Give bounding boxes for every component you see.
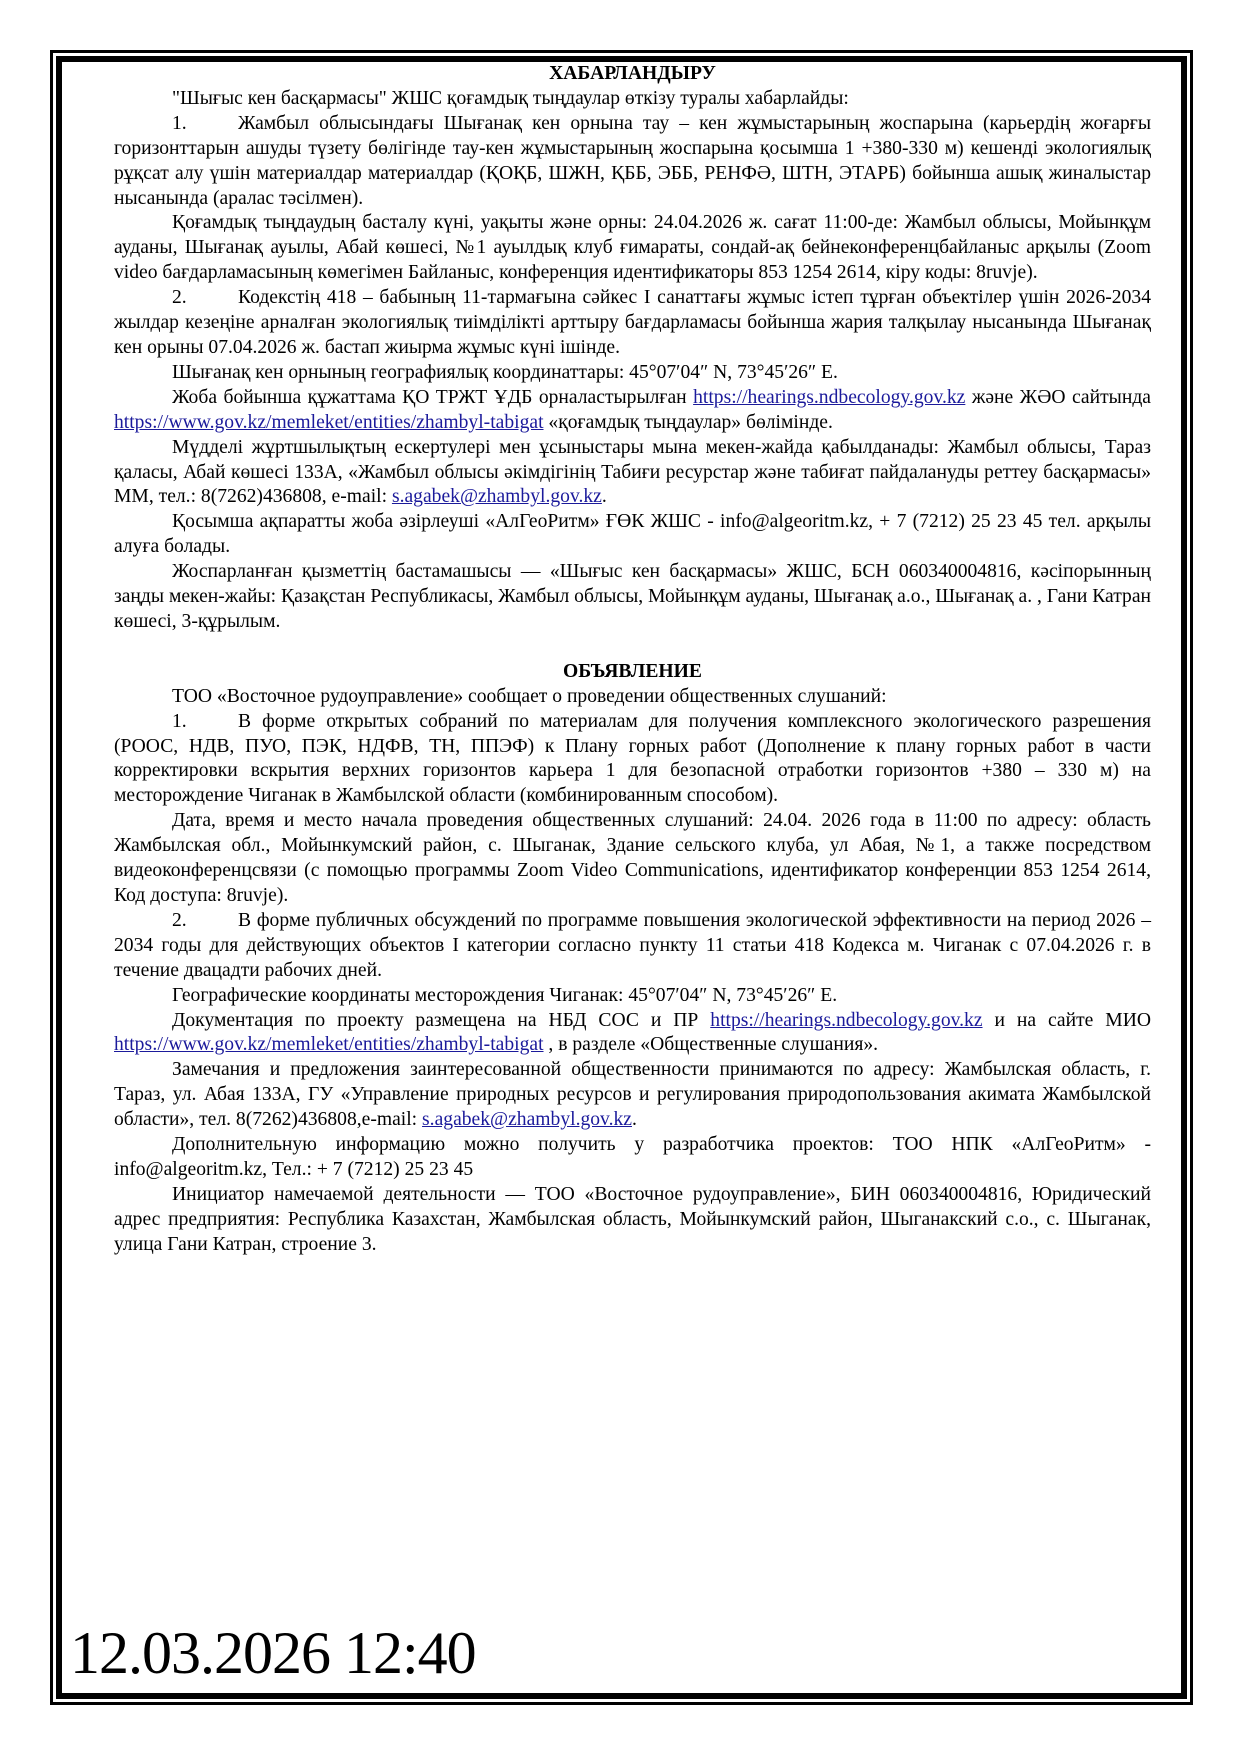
kz-item-2: [114, 286, 1151, 361]
ru-docs-middle: и на сайте МИО: [994, 1009, 1152, 1031]
kz-remarks: Мүдделі жұртшылықтың ескертулері мен ұсыныстары мына мекен-жайда қабылданады: Жамбыл облысы, Тараз қаласы, Абай көшесі 133А, «Жамбыл облысы әкімдігінің Табиғи ресурстар және табиғат пайдалануды реттеу басқармасы» ММ, тел.: 8(7262)436808, e-mail: s.agabek@zhambyl.gov.kz.: [114, 436, 1151, 508]
ru-docs-prefix: Документация по проекту размещена на НБД СОС и ПР: [172, 1009, 699, 1031]
ru-remarks: Замечания и предложения заинтересованной общественности принимаются по адресу: Жамбылская область, г. Тараз, ул. Абая 133А, ГУ «Управление природных ресурсов и регулирования природопользования акимата Жамбылской области», тел. 8(7262)436808,e-mail: s.agabek@zhambyl.gov.kz.: [114, 1059, 1151, 1131]
kz-coordinates: Шығанақ кен орнының географиялық координаттары: 45°07′04″ N, 73°45′26″ E.: [172, 361, 838, 383]
kz-docs-middle: және ЖӘО сайтында: [971, 386, 1151, 408]
ru-item-2-text: В форме публичных обсуждений по программе повышения экологической эффективности на период 2026 – 2034 годы для действующих объектов I категории согласно пункту 11 статьи 418 Кодекса м. Чиганак с 07.04.2026 г. в течение двацадти рабочих дней.: [114, 909, 1151, 981]
kz-start-info: Қоғамдық тыңдаудың басталу күні, уақыты және орны: 24.04.2026 ж. сағат 11:00-де: Жамбыл облысы, Мойынқұм ауданы, Шығанақ ауылы, Абай көшесі, №1 ауылдық клуб ғимараты, сондай-ақ бейнеконференцбайланыс арқылы (Zoom video бағдарламасының көмегімен Байланыс, конференция идентификаторы 853 1254 2614, кіру коды: 8ruvje).: [114, 212, 1151, 284]
ru-title: ОБЪЯВЛЕНИЕ: [563, 660, 702, 682]
ru-item-1-number: 1.: [172, 710, 187, 732]
ru-email-link[interactable]: s.agabek@zhambyl.gov.kz: [422, 1109, 632, 1131]
ru-additional-info: Дополнительную информацию можно получить у разработчика проектов: ТОО НПК «АлГеоРитм» - info@algeoritm.kz, Тел.: + 7 (7212) 25 23 45: [114, 1134, 1151, 1180]
ru-item-2: [114, 909, 1151, 984]
ru-remarks-text: Замечания и предложения заинтересованной общественности принимаются по адресу: Жамбылская область, г. Тараз, ул. Абая 133А, ГУ «Управление природных ресурсов и регулирования природопользования акимата Жамбылской области», тел. 8(7262)436808,e-mail:: [114, 1059, 1151, 1131]
kz-gov-link[interactable]: https://www.gov.kz/memleket/entities/zhambyl-tabigat: [114, 411, 544, 433]
section-spacer: [114, 635, 1151, 660]
kz-remarks-text: Мүдделі жұртшылықтың ескертулері мен ұсыныстары мына мекен-жайда қабылданады: Жамбыл облысы, Тараз қаласы, Абай көшесі 133А, «Жамбыл облысы әкімдігінің Табиғи ресурстар және табиғат пайдалануды реттеу басқармасы» ММ, тел.: 8(7262)436808, e-mail:: [114, 436, 1151, 508]
kz-hearings-link[interactable]: https://hearings.ndbecology.gov.kz: [693, 386, 966, 408]
ru-item-1: [114, 710, 1151, 810]
ru-item-1-text: В форме открытых собраний по материалам для получения комплексного экологического разрешения (РООС, НДВ, ПУО, ПЭК, НДФВ, ТН, ППЭФ) к Плану горных работ (Дополнение к плану горных работ в части корректировки вскрытия верхних горизонтов карьера 1 для безопасной отработки горизонтов +380 – 330 м) на месторождение Чиганак в Жамбылской области (комбинированным способом).: [114, 710, 1151, 807]
ru-intro: ТОО «Восточное рудоуправление» сообщает о проведении общественных слушаний:: [172, 685, 887, 707]
kz-item-2-number: 2.: [172, 287, 187, 309]
kz-item-2-text: Кодекстің 418 – бабының 11-тармағына сәйкес I санаттағы жұмыс істеп тұрған объектілер үшін 2026-2034 жылдар кезеңіне арналған экологиялық тиімділікті арттыру бағдарламасы бойынша жария талқылау нысанында Шығанақ кен орыны 07.04.2026 ж. бастап жиырма жұмыс күні ішінде.: [114, 287, 1151, 358]
kazakh-announcement: [114, 62, 1151, 635]
ru-gov-link[interactable]: https://www.gov.kz/memleket/entities/zhambyl-tabigat: [114, 1034, 544, 1056]
ru-documentation: [114, 1009, 1151, 1059]
kz-item-1-number: 1.: [172, 112, 187, 134]
document-body: [114, 62, 1151, 1258]
kz-docs-prefix: Жоба бойынша құжаттама ҚО ТРЖТ ҰДБ орналастырылған: [172, 386, 687, 408]
ru-coordinates: Географические координаты месторождения Чиганак: 45°07′04″ N, 73°45′26″ E.: [172, 984, 838, 1006]
russian-announcement: [114, 660, 1151, 1258]
kz-docs-suffix: «қоғамдық тыңдаулар» бөлімінде.: [548, 411, 833, 433]
kz-initiator: Жоспарланған қызметтің бастамашысы — «Шығыс кен басқармасы» ЖШС, БСН 060340004816, кәсіпорынның заңды мекен-жайы: Қазақстан Республикасы, Жамбыл облысы, Мойынқұм ауданы, Шығанақ а.о., Шығанақ а. , Гани Катран көшесі, 3-құрылым.: [114, 561, 1151, 632]
ru-start-info: Дата, время и место начала проведения общественных слушаний: 24.04. 2026 года в 11:00 по адресу: область Жамбылская обл., Мойынкумский район, с. Шыганак, Здание сельского клуба, ул Абая, №1, а также посредством видеоконференцсвязи (с помощью программы Zoom Video Communications, идентификатор конференции 853 1254 2614, Код доступа: 8ruvje).: [114, 810, 1151, 906]
ru-hearings-link[interactable]: https://hearings.ndbecology.gov.kz: [710, 1009, 983, 1031]
ru-docs-suffix: , в разделе «Общественные слушания».: [548, 1034, 879, 1056]
kz-email-link[interactable]: s.agabek@zhambyl.gov.kz: [391, 486, 602, 508]
kz-item-1: [114, 112, 1151, 212]
kz-item-1-text: Жамбыл облысындағы Шығанақ кен орнына тау – кен жұмыстарының жоспарына (карьердің жоғарғы горизонттарын ашуды түзету бөлігінде тау-кен жұмыстарының жоспарына қосымша 1 +380-330 м) кешенді экологиялық рұқсат алу үшін материалдар материалдар (ҚОҚБ, ШЖН, ҚББ, ЭББ, РЕНФӘ, ШТН, ЭТАРБ) бойынша ашық жиналыстар нысанында (аралас тәсілмен).: [114, 112, 1151, 209]
timestamp: 12.03.2026 12:40: [70, 1620, 476, 1686]
kz-documentation: [114, 386, 1151, 436]
kz-additional-info: Қосымша ақпаратты жоба әзірлеуші «АлГеоРитм» ҒӨК ЖШС - info@algeoritm.kz, + 7 (7212) 25 23 45 тел. арқылы алуға болады.: [114, 511, 1151, 558]
kz-title: ХАБАРЛАНДЫРУ: [549, 63, 716, 84]
ru-item-2-number: 2.: [172, 909, 187, 931]
ru-initiator: Инициатор намечаемой деятельности — ТОО «Восточное рудоуправление», БИН 060340004816, Юридический адрес предприятия: Республика Казахстан, Жамбылская область, Мойынкумский район, Шыганакский с.о., с. Шыганак, улица Гани Катран, строение 3.: [114, 1183, 1151, 1255]
kz-intro: "Шығыс кен басқармасы" ЖШС қоғамдық тыңдаулар өткізу туралы хабарлайды:: [172, 87, 849, 109]
